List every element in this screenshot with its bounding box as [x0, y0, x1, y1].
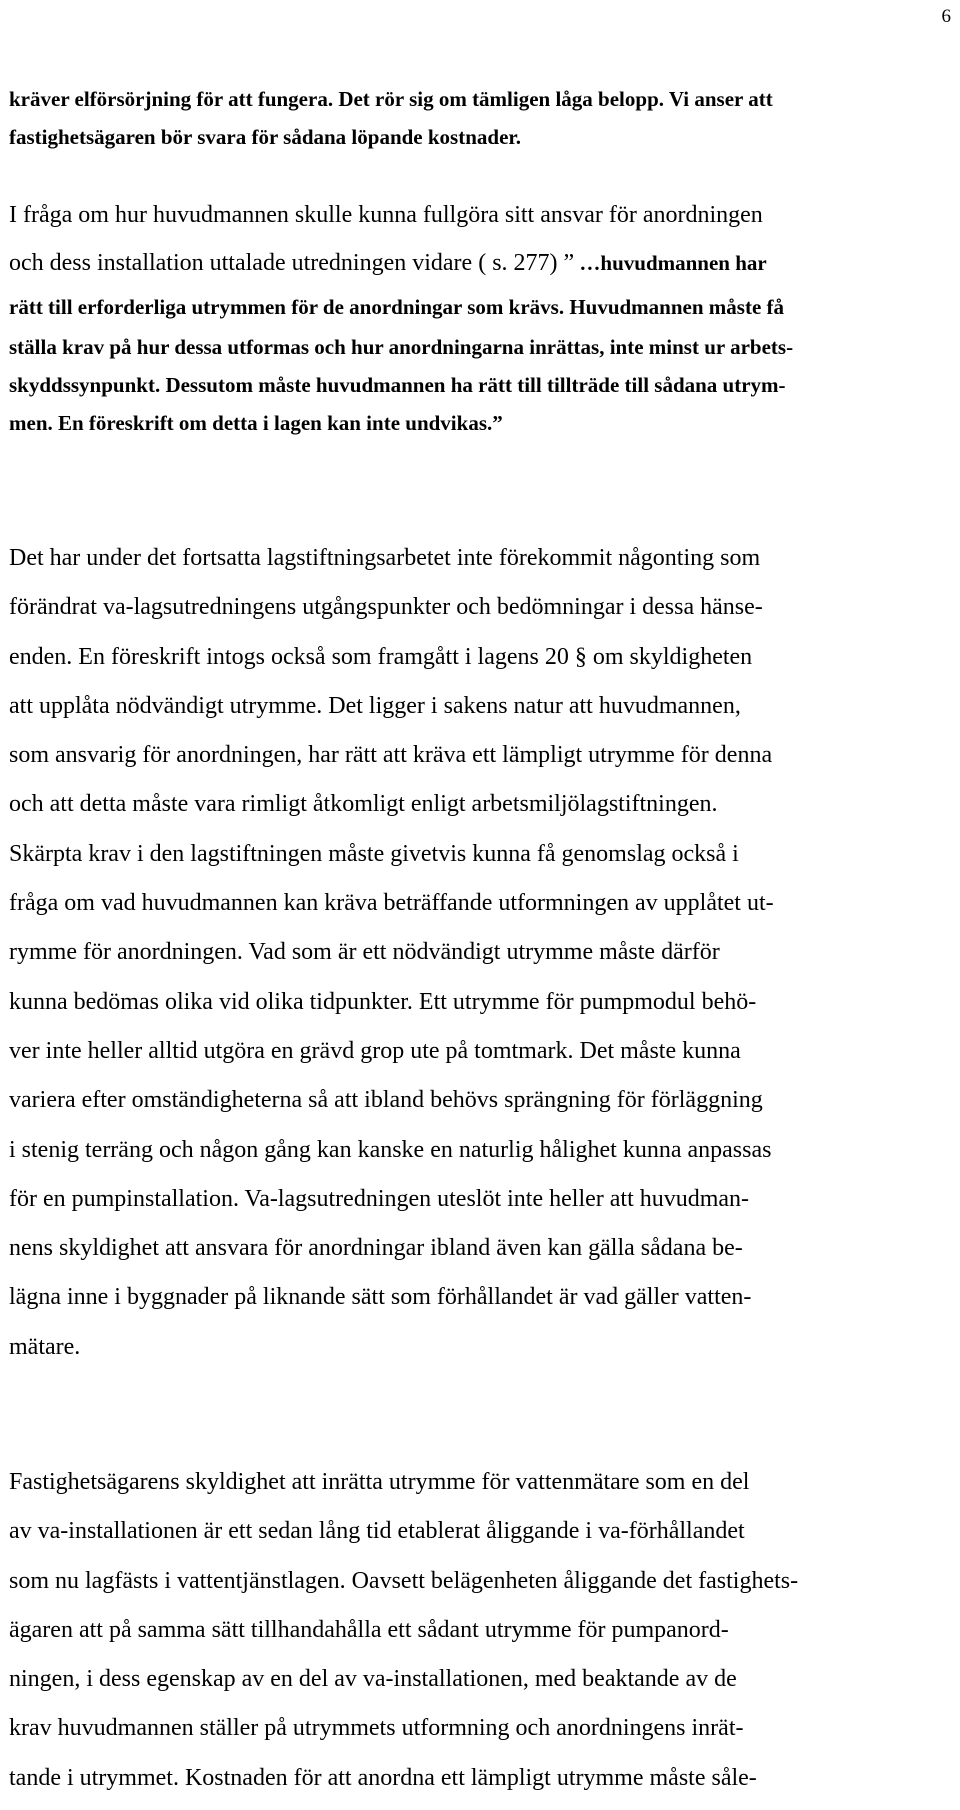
text-line: ver inte heller alltid utgöra en grävd grop ute på tomtmark. Det måste kunna	[9, 1037, 741, 1064]
text-line: rymme för anordningen. Vad som är ett nödvändigt utrymme måste därför	[9, 939, 720, 966]
text-line: Fastighetsägarens skyldighet att inrätta utrymme för vattenmätare som en del	[9, 1469, 750, 1495]
quoted-passage	[9, 286, 793, 442]
text-segment: och dess installation uttalade utredningen vidare ( s. 277) ”	[9, 250, 575, 277]
text-line: som ansvarig för anordningen, har rätt att kräva ett lämpligt utrymme för denna	[9, 742, 773, 769]
text-line: rätt till erforderliga utrymmen för de anordningar som krävs. Huvudmannen måste få	[9, 295, 785, 320]
text-line: krav huvudmannen ställer på utrymmets utformning och anordningens inrät-	[9, 1715, 744, 1742]
text-line: ningen, i dess egenskap av en del av va-installationen, med beaktande av de	[9, 1666, 737, 1693]
text-line: att upplåta nödvändigt utrymme. Det ligger i sakens natur att huvudmannen,	[9, 692, 741, 719]
page-number: 6	[941, 6, 951, 27]
text-line: ställa krav på hur dessa utformas och hur anordningarna inrättas, inte minst ur arbets-	[9, 335, 794, 360]
text-line: skyddssynpunkt. Dessutom måste huvudmannen ha rätt till tillträde till sådana utrym-	[9, 373, 786, 398]
text-line: Skärpta krav i den lagstiftningen måste givetvis kunna få genomslag också i	[9, 840, 739, 867]
text-line: men. En föreskrift om detta i lagen kan inte undvikas.”	[9, 411, 503, 436]
paragraph-3	[9, 534, 774, 1372]
text-line: mätare.	[9, 1333, 81, 1360]
text-line: förändrat va-lagsutredningens utgångspunkter och bedömningar i dessa hänse-	[9, 594, 763, 621]
text-line: ägaren att på samma sätt tillhandahålla ett sådant utrymme för pumpanord-	[9, 1616, 729, 1643]
text-line: fråga om vad huvudmannen kan kräva beträffande utformningen av upplåtet ut-	[9, 890, 774, 917]
paragraph-4	[9, 1458, 798, 1803]
text-line: för en pumpinstallation. Va-lagsutredningen uteslöt inte heller att huvudman-	[9, 1185, 750, 1212]
paragraph-2	[9, 191, 793, 442]
text-line: kunna bedömas olika vid olika tidpunkter. Ett utrymme för pumpmodul behö-	[9, 988, 757, 1015]
text-line: i stenig terräng och någon gång kan kanske en naturlig hålighet kunna anpassas	[9, 1136, 772, 1163]
quote-start: …huvudmannen har	[574, 251, 767, 276]
text-line: enden. En föreskrift intogs också som framgått i lagens 20 § om skyldigheten	[9, 643, 753, 670]
text-line: av va-installationen är ett sedan lång tid etablerat åliggande i va-förhållandet	[9, 1518, 745, 1545]
text-line: fastighetsägaren bör svara för sådana löpande kostnader.	[9, 125, 522, 149]
text-line	[9, 240, 793, 286]
text-line: nens skyldighet att ansvara för anordningar ibland även kan gälla sådana be-	[9, 1235, 743, 1262]
text-line: Det har under det fortsatta lagstiftningsarbetet inte förekommit någonting som	[9, 545, 761, 571]
text-line: variera efter omständigheterna så att ibland behövs sprängning för förläggning	[9, 1087, 763, 1114]
paragraph-1	[9, 80, 773, 156]
text-line: som nu lagfästs i vattentjänstlagen. Oavsett belägenheten åliggande det fastighets-	[9, 1567, 799, 1594]
text-line: lägna inne i byggnader på liknande sätt som förhållandet är vad gäller vatten-	[9, 1284, 752, 1311]
text-line: kräver elförsörjning för att fungera. Det rör sig om tämligen låga belopp. Vi anser att	[9, 87, 773, 111]
text-line: och att detta måste vara rimligt åtkomligt enligt arbetsmiljölagstiftningen.	[9, 791, 718, 818]
text-line: tande i utrymmet. Kostnaden för att anordna ett lämpligt utrymme måste såle-	[9, 1764, 757, 1791]
text-line: I fråga om hur huvudmannen skulle kunna fullgöra sitt ansvar för anordningen	[9, 202, 763, 228]
